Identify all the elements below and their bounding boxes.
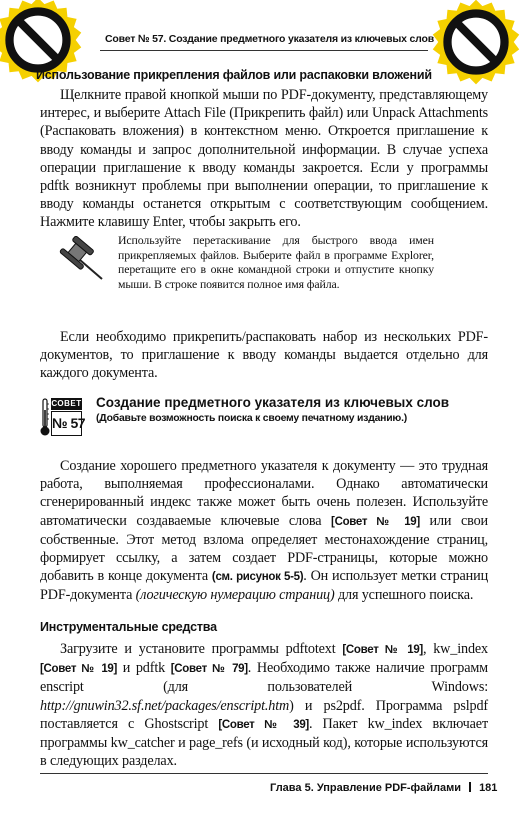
footer-separator <box>469 782 471 792</box>
text-run: и pdftk <box>117 660 171 677</box>
text-run: ) и ps2pdf. Программа pslpdf поставляется с Ghostscript <box>40 697 488 732</box>
tip-badge <box>40 398 86 438</box>
running-header: Совет № 57. Создание предметного указателя из ключевых слов <box>105 33 434 45</box>
chapter-title: Глава 5. Управление PDF-файлами <box>270 782 462 794</box>
tip-reference: [Совет № 19] <box>40 663 118 676</box>
text-run: , kw_index <box>422 641 488 657</box>
tip-reference: [Совет № 19] <box>331 515 420 528</box>
tip-note: Используйте перетаскивание для быстрого ввода имен прикрепляемых файлов. Выберите файл в программе Explorer, перетащите его в окне командной строки и отпустите кнопку мыши. В строке появится полное имя файла. <box>118 233 434 291</box>
section-heading: Инструментальные средства <box>40 620 217 634</box>
text-run: . Необходимо также наличие программ enscript (для пользователей Windows: <box>40 660 488 696</box>
tip-number: № 57 <box>51 411 82 436</box>
tip-title: Создание предметного указателя из ключевых слов <box>96 395 450 410</box>
tip-subtitle: (Добавьте возможность поиска к своему печатному изданию.) <box>96 413 408 424</box>
figure-reference: (см. рисунок 5-5) <box>211 571 304 584</box>
section-heading: Использование прикрепления файлов или распаковки вложений <box>36 68 432 82</box>
text-run: . Он использует метки страниц PDF-документа <box>40 568 489 604</box>
text-run: для успешного поиска. <box>334 587 474 604</box>
body-paragraph: Щелкните правой кнопкой мыши по PDF-документу, представляющему интерес, и выберите Attach File (Прикрепить файл) или Unpack Attachments (Распаковать вложения) в контекстном меню. Откроется приглашение к вводу команды и запрос дополнительной информации. В случае успеха операции приглашение к вводу команды закроется. Если у программы pdftk возникнут проблемы при выполнении операции, то приглашение к вводу команды останется открытым с соответствующим сообщением. Нажмите клавишу Enter, чтобы закрыть его. <box>40 87 488 231</box>
tip-reference: [Совет № 39] <box>218 718 309 731</box>
pushpin-icon <box>58 236 106 282</box>
prohibition-sign-icon <box>430 0 522 88</box>
text-run: . Пакет kw_index включает программы kw_catcher и page_refs (и исходный код), которые используются в следующих разделах. <box>40 715 488 770</box>
url-text: http://gnuwin32.sf.net/packages/enscript.htm <box>40 697 290 714</box>
italic-note: (логическую нумерацию страниц) <box>135 587 335 604</box>
body-paragraph <box>40 457 488 605</box>
page-footer <box>270 782 497 794</box>
tip-reference: [Совет № 19] <box>342 644 423 656</box>
tip-reference: [Совет № 79] <box>170 663 248 676</box>
header-rule <box>100 50 428 51</box>
text-run: или свои собственные. Этот метод взлома определяет местонахождение страниц, формирует ссылку, а затем создает PDF-страницы, которые можно добавить в конце документа <box>40 512 488 585</box>
text-run: Загрузите и установите программы pdftotext <box>60 641 343 657</box>
text-run: Создание хорошего предметного указателя к документу — это трудная работа, выполняемая профессионалами. Однако автоматически сгенерированный индекс также может быть очень полезен. Используйте автоматически создаваемые ключевые слова <box>40 458 488 529</box>
tip-label: СОВЕТ <box>51 399 82 408</box>
thermometer-icon <box>40 398 50 438</box>
page-number: 181 <box>479 782 498 794</box>
body-paragraph: Если необходимо прикрепить/распаковать набор из нескольких PDF-документов, то приглашение к вводу команды выдается отдельно для каждого документа. <box>40 329 488 382</box>
footer-rule <box>40 773 488 774</box>
body-paragraph <box>40 640 488 770</box>
